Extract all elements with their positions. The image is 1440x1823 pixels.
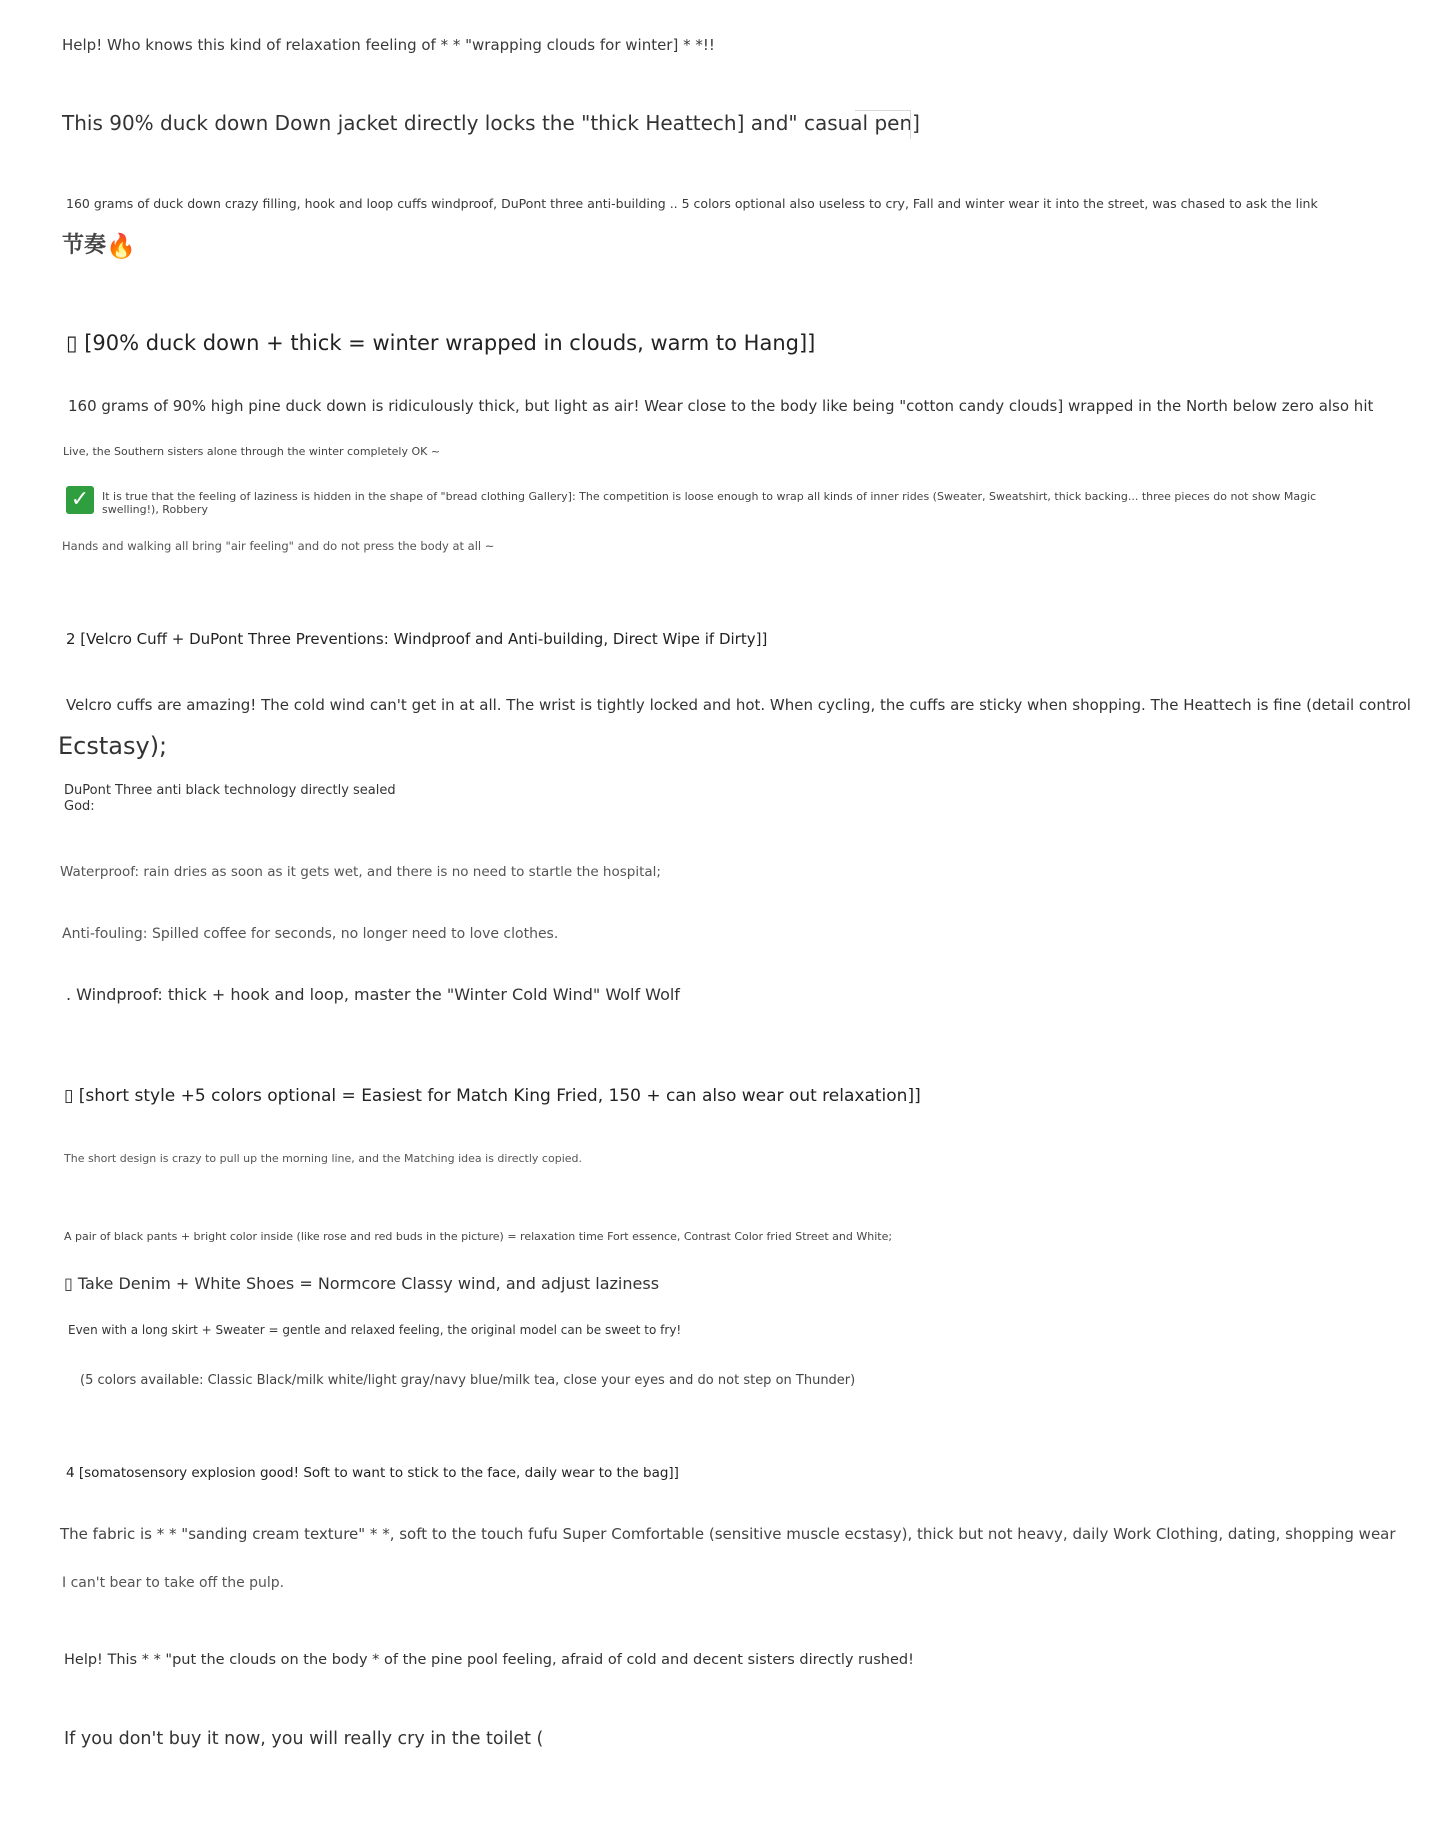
section-3-bullet-icon: ▯: [64, 1274, 73, 1293]
rhythm-text: 节奏: [62, 233, 107, 258]
section-1-paragraph-4: Hands and walking all bring "air feeling" and do not press the body at all ~: [62, 539, 495, 553]
section-3-paragraph-1: The short design is crazy to pull up the morning line, and the Matching idea is directly copied.: [64, 1152, 582, 1165]
color-options: (5 colors available: Classic Black/milk white/light gray/navy blue/milk tea, close your eyes and do not step on Thunder): [80, 1373, 856, 1388]
product-title: This 90% duck down Down jacket directly locks the "thick Heattech] and" casual pen]: [62, 111, 920, 135]
fire-icon: 🔥: [106, 232, 136, 260]
section-3-heading-text: [short style +5 colors optional = Easiest for Match King Fried, 150 + can also wear out relaxation]]: [73, 1086, 921, 1106]
section-1-paragraph-3-line-2: swelling!), Robbery: [102, 503, 208, 517]
section-4-paragraph-2: I can't bear to take off the pulp.: [62, 1575, 285, 1591]
section-3-heading: [64, 1087, 921, 1107]
closing-paragraph-1: Help! This * * "put the clouds on the body * of the pine pool feeling, afraid of cold and decent sisters directly rushed!: [64, 1652, 914, 1668]
section-2-paragraph-1: Velcro cuffs are amazing! The cold wind can't get in at all. The wrist is tightly locked and hot. When cycling, the cuffs are sticky when shopping. The Heattech is fine (detail control: [66, 696, 1411, 714]
section-2-heading: 2 [Velcro Cuff + DuPont Three Preventions: Windproof and Anti-building, Direct Wipe if Dirty]]: [66, 630, 768, 648]
section-1-paragraph-3: [102, 490, 1316, 516]
checkmark-icon: ✓: [66, 486, 94, 514]
feature-windproof: . Windproof: thick + hook and loop, master the "Winter Cold Wind" Wolf Wolf: [66, 985, 680, 1004]
section-1-heading-text: [90% duck down + thick = winter wrapped in clouds, warm to Hang]]: [77, 331, 816, 355]
section-4-paragraph-1: The fabric is * * "sanding cream texture" * *, soft to the touch fufu Super Comfortable (sensitive muscle ecstasy), thick but not heavy, daily Work Clothing, dating, shopping wear: [60, 1525, 1396, 1543]
dupont-intro-line-2: God:: [64, 798, 95, 814]
section-4-heading: 4 [somatosensory explosion good! Soft to want to stick to the face, daily wear to the bag]]: [66, 1465, 679, 1481]
section-1-icon: ▯: [66, 331, 78, 355]
section-1-heading: [66, 331, 815, 355]
product-summary: 160 grams of duck down crazy filling, hook and loop cuffs windproof, DuPont three anti-building .. 5 colors optional also useless to cry, Fall and winter wear it into the street, was chased to ask the link: [66, 196, 1318, 211]
rhythm-label: [62, 233, 136, 261]
intro-headline: Help! Who knows this kind of relaxation feeling of * * "wrapping clouds for winter] * *!!: [62, 36, 715, 54]
section-3-paragraph-3-text: Take Denim + White Shoes = Normcore Classy wind, and adjust laziness: [72, 1274, 660, 1293]
dupont-intro: [64, 783, 396, 814]
section-2-paragraph-1-continued: Ecstasy);: [58, 732, 168, 760]
section-1-paragraph-2: Live, the Southern sisters alone through the winter completely OK ~: [63, 445, 441, 458]
dupont-intro-line-1: DuPont Three anti black technology directly sealed: [64, 783, 396, 798]
section-3-paragraph-2: A pair of black pants + bright color inside (like rose and red buds in the picture) = relaxation time Fort essence, Contrast Color fried Street and White;: [64, 1230, 893, 1243]
section-3-icon: ▯: [64, 1086, 74, 1106]
section-3-paragraph-4: Even with a long skirt + Sweater = gentle and relaxed feeling, the original model can be sweet to fry!: [68, 1323, 682, 1337]
closing-paragraph-2: If you don't buy it now, you will really cry in the toilet (: [64, 1729, 544, 1749]
feature-anti-fouling: Anti-fouling: Spilled coffee for seconds, no longer need to love clothes.: [62, 926, 559, 942]
section-3-paragraph-3: [64, 1275, 659, 1293]
section-1-paragraph-3-line-1: It is true that the feeling of laziness is hidden in the shape of "bread clothing Gallery]: The competition is loose enough to wrap all kinds of inner rides (Sweater, Sweatshirt, thick backing... three pieces do not show Magic: [102, 490, 1317, 503]
section-1-paragraph-1: 160 grams of 90% high pine duck down is ridiculously thick, but light as air! Wear close to the body like being "cotton candy clouds] wrapped in the North below zero also hit: [68, 397, 1374, 415]
feature-waterproof: Waterproof: rain dries as soon as it gets wet, and there is no need to startle the hospital;: [60, 864, 661, 880]
decorative-frame: [855, 110, 911, 139]
